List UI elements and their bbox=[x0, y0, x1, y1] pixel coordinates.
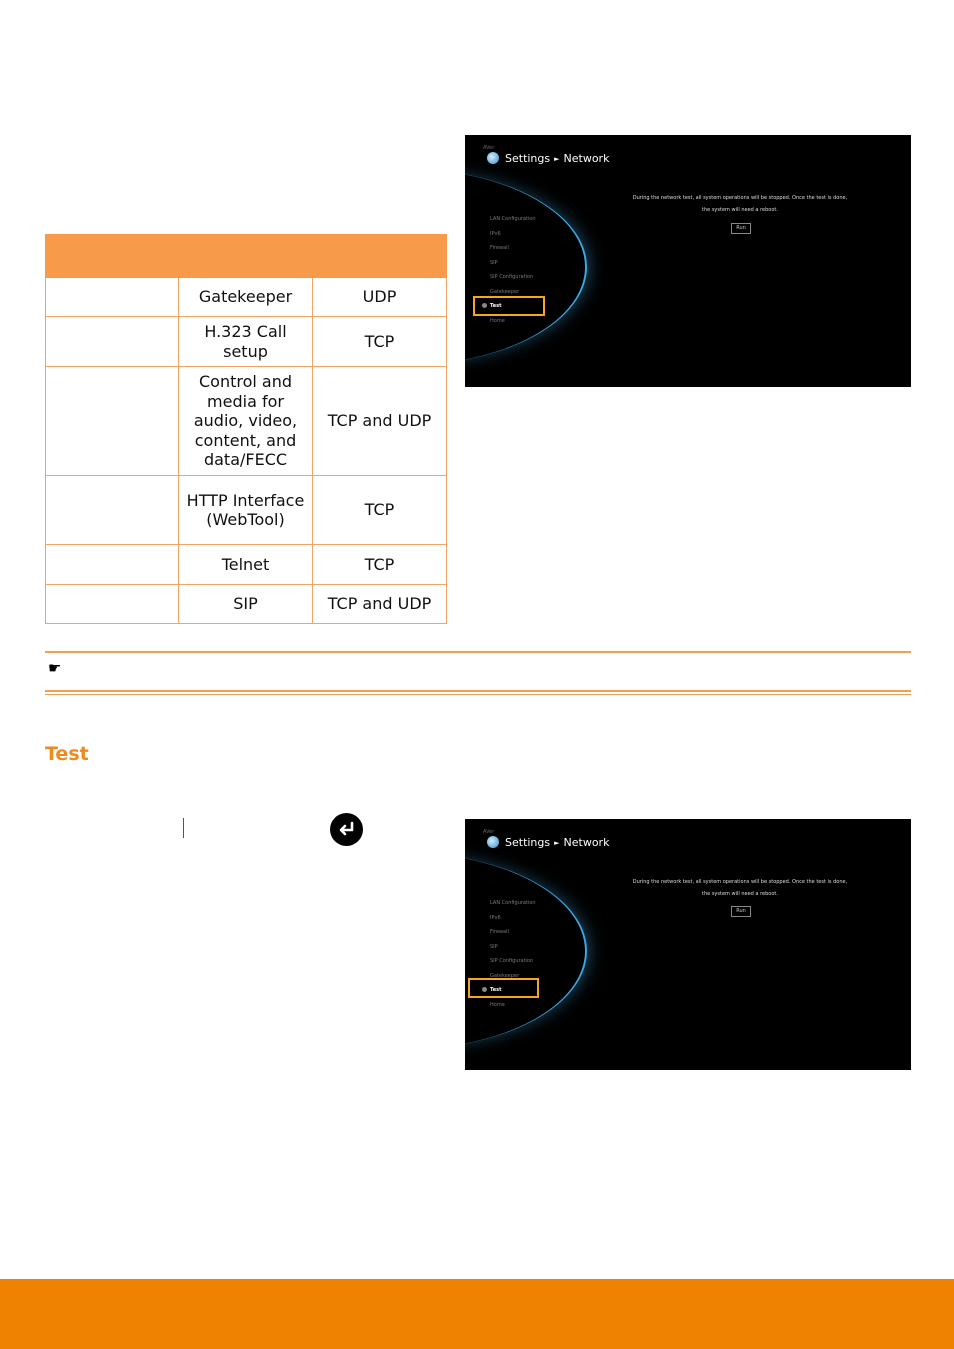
message-line: the system will need a reboot. bbox=[702, 207, 778, 213]
port-protocol-table bbox=[45, 234, 447, 624]
menu-item-sip[interactable]: SIP bbox=[490, 943, 498, 950]
menu-item-home[interactable]: Home bbox=[490, 317, 505, 324]
breadcrumb-arrow-icon: ► bbox=[554, 155, 560, 163]
menu-item-sip[interactable]: SIP bbox=[490, 259, 498, 266]
port-cell bbox=[46, 317, 179, 367]
menu-item-test[interactable]: Test bbox=[490, 299, 536, 314]
table-row bbox=[46, 476, 447, 545]
menu-item-sip-configuration[interactable]: SIP Configuration bbox=[490, 274, 534, 280]
protocol-cell: TCP bbox=[313, 545, 447, 585]
breadcrumb bbox=[505, 836, 609, 849]
menu-item-firewall[interactable]: Firewall bbox=[490, 245, 509, 251]
highlight-box bbox=[473, 296, 545, 316]
network-test-message bbox=[615, 876, 865, 900]
breadcrumb-current: Network bbox=[563, 836, 610, 849]
protocol-cell: TCP and UDP bbox=[313, 585, 447, 624]
enter-key-icon bbox=[330, 813, 363, 846]
breadcrumb bbox=[505, 152, 609, 165]
brand-label: AVer bbox=[483, 829, 495, 835]
run-button[interactable]: Run bbox=[731, 223, 751, 234]
menu-item-test[interactable]: Test bbox=[490, 983, 536, 998]
settings-gear-icon bbox=[487, 836, 499, 848]
enter-arrow-icon bbox=[330, 813, 363, 846]
port-cell bbox=[46, 585, 179, 624]
port-cell bbox=[46, 545, 179, 585]
table-row bbox=[46, 317, 447, 367]
protocol-cell: TCP and UDP bbox=[313, 367, 447, 476]
table-header bbox=[46, 235, 447, 278]
section-title: Test bbox=[45, 743, 89, 765]
pointing-hand-icon: ☛ bbox=[48, 659, 62, 677]
description-cell: Control and media for audio, video, content, and data/FECC bbox=[179, 367, 313, 476]
brand-label: AVer bbox=[483, 145, 495, 151]
protocol-cell: TCP bbox=[313, 476, 447, 545]
breadcrumb-root: Settings bbox=[505, 152, 551, 165]
message-line: During the network test, all system operations will be stopped. Once the test is done, bbox=[632, 195, 848, 201]
footer-bar bbox=[0, 1279, 954, 1349]
description-cell: HTTP Interface (WebTool) bbox=[179, 476, 313, 545]
table-row bbox=[46, 545, 447, 585]
description-cell: Telnet bbox=[179, 545, 313, 585]
table-row bbox=[46, 278, 447, 317]
menu-item-lan-configuration[interactable]: LAN Configuration bbox=[490, 900, 536, 906]
protocol-cell: UDP bbox=[313, 278, 447, 317]
menu-item-gatekeeper[interactable]: Gatekeeper bbox=[490, 288, 520, 295]
description-cell: H.323 Call setup bbox=[179, 317, 313, 367]
port-cell bbox=[46, 278, 179, 317]
description-cell: SIP bbox=[179, 585, 313, 624]
table-row bbox=[46, 585, 447, 624]
port-cell bbox=[46, 367, 179, 476]
note-bar bbox=[45, 651, 911, 692]
port-cell bbox=[46, 476, 179, 545]
network-test-message bbox=[615, 192, 865, 216]
highlight-box bbox=[468, 978, 539, 998]
menu-item-ipv6[interactable]: IPv6 bbox=[490, 230, 501, 237]
menu-item-gatekeeper[interactable]: Gatekeeper bbox=[490, 972, 520, 979]
menu-item-lan-configuration[interactable]: LAN Configuration bbox=[490, 216, 536, 222]
breadcrumb-root: Settings bbox=[505, 836, 551, 849]
protocol-cell: TCP bbox=[313, 317, 447, 367]
menu-item-ipv6[interactable]: IPv6 bbox=[490, 914, 501, 921]
menu-item-firewall[interactable]: Firewall bbox=[490, 929, 509, 935]
network-settings-screenshot-1 bbox=[465, 135, 911, 387]
message-line: During the network test, all system operations will be stopped. Once the test is done, bbox=[632, 879, 848, 885]
table-row bbox=[46, 367, 447, 476]
settings-gear-icon bbox=[487, 152, 499, 164]
menu-item-home[interactable]: Home bbox=[490, 1001, 505, 1008]
run-button[interactable]: Run bbox=[731, 906, 751, 917]
description-cell: Gatekeeper bbox=[179, 278, 313, 317]
separator-bar bbox=[183, 818, 184, 838]
message-line: the system will need a reboot. bbox=[702, 891, 778, 897]
table-header-row bbox=[46, 235, 447, 278]
network-settings-screenshot-2 bbox=[465, 819, 911, 1070]
breadcrumb-current: Network bbox=[563, 152, 610, 165]
breadcrumb-arrow-icon: ► bbox=[554, 839, 560, 847]
menu-item-sip-configuration[interactable]: SIP Configuration bbox=[490, 958, 534, 964]
